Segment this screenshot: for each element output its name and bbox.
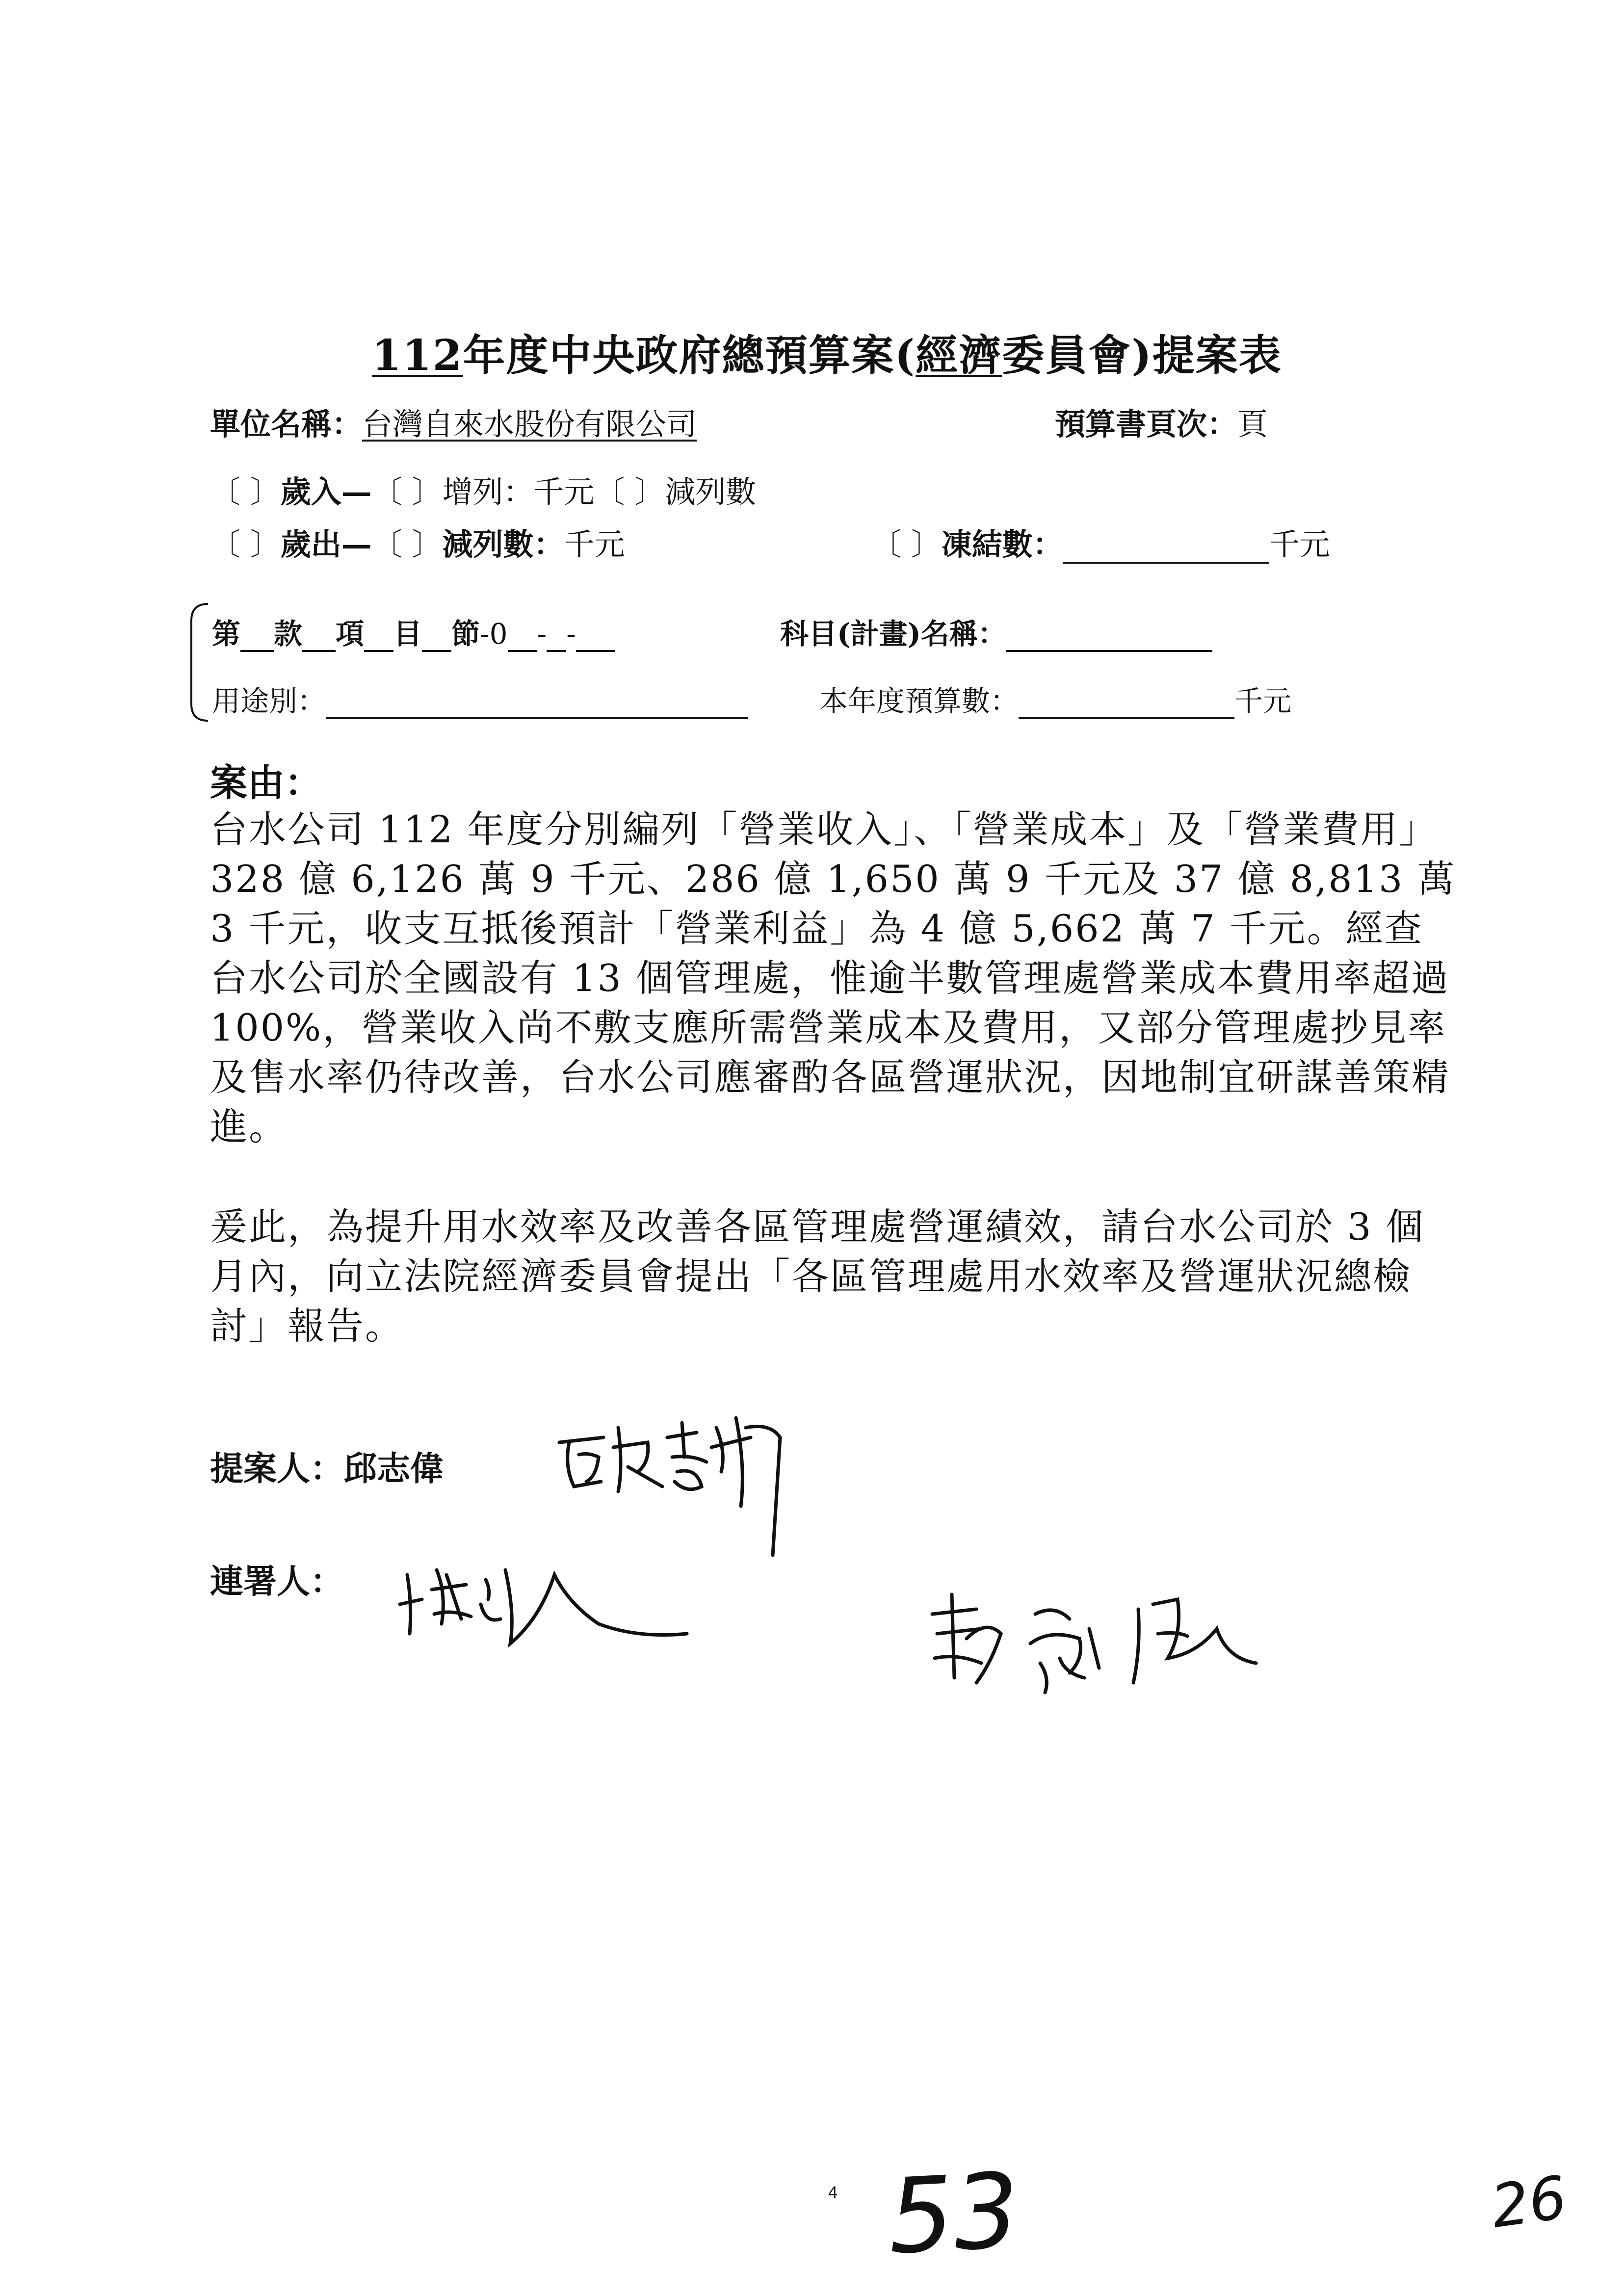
page-ref-unit: 頁 [1237, 406, 1268, 442]
subject-label: 科目(計畫)名稱： [780, 617, 1006, 651]
section-jie: 節 [451, 617, 480, 651]
section-row [212, 611, 615, 652]
proposer-name: 邱志偉 [343, 1449, 444, 1488]
frozen-group [871, 520, 1330, 564]
section-jie-field[interactable] [422, 621, 451, 652]
budget-group [819, 678, 1291, 719]
section-mu-field[interactable] [364, 621, 393, 652]
revenue-checkbox[interactable]: 〔 〕 [210, 474, 281, 510]
expense-decrease-checkbox[interactable]: 〔 〕 [371, 526, 443, 562]
cosigner-signature-2 [922, 1580, 1276, 1707]
expense-checkbox[interactable]: 〔 〕 [210, 526, 281, 562]
section-code-field-3[interactable] [576, 621, 615, 652]
section-di: 第 [212, 617, 241, 651]
section-code-prefix: -0 [480, 617, 508, 651]
unit-row [210, 400, 697, 444]
subject-group [780, 611, 1212, 652]
unit-value: 台灣自來水股份有限公司 [362, 406, 697, 442]
reason-heading: 案由： [210, 761, 322, 805]
proposer-label: 提案人： [210, 1449, 344, 1488]
frozen-checkbox[interactable]: 〔 〕 [871, 526, 942, 562]
usage-row [212, 678, 748, 719]
frozen-amount-field[interactable] [1063, 532, 1269, 564]
section-mu: 目 [393, 617, 422, 651]
section-code-field-2[interactable] [547, 621, 566, 652]
section-bracket [183, 601, 212, 724]
title-pre: 年度中央政府總預算案( [463, 331, 916, 380]
expense-decrease-unit: 千元 [564, 526, 625, 562]
expense-label: 歲出— [280, 526, 372, 562]
page-number-small: 4 [828, 2183, 838, 2202]
title-year: 112 [372, 331, 463, 380]
revenue-increase-label: 增列：千元 [442, 474, 595, 510]
frozen-label: 凍結數： [941, 526, 1063, 562]
page-ref-label: 預算書頁次： [1055, 406, 1238, 442]
section-code-field-1[interactable] [508, 621, 537, 652]
reason-paragraph-2: 爰此，為提升用水效率及改善各區管理處營運績效，請台水公司於 3 個月內，向立法院經濟委員會提出「各區管理處用水效率及營運狀況總檢討」報告。 [210, 1205, 1425, 1348]
revenue-decrease-checkbox[interactable]: 〔 〕 [594, 474, 665, 510]
expense-decrease-label: 減列數： [442, 526, 564, 562]
section-xiang-field[interactable] [302, 621, 336, 652]
section-dash-2: - [566, 617, 576, 651]
proposer-signature [550, 1408, 824, 1565]
budget-field[interactable] [1019, 688, 1234, 719]
section-kuan-field[interactable] [240, 621, 274, 652]
page-number-handwritten: 53 [885, 2150, 1022, 2277]
budget-label: 本年度預算數： [819, 684, 1019, 718]
budget-unit: 千元 [1234, 684, 1292, 718]
revenue-increase-checkbox[interactable]: 〔 〕 [371, 474, 443, 510]
revenue-decrease-label: 減列數 [665, 474, 757, 510]
section-xiang: 項 [336, 617, 365, 651]
usage-field[interactable] [326, 688, 748, 719]
usage-label: 用途別： [212, 684, 326, 718]
title-post: 委員會)提案表 [1002, 331, 1282, 380]
proposer-line [210, 1442, 444, 1490]
revenue-row [210, 468, 756, 511]
section-kuan: 款 [274, 617, 303, 651]
subject-field[interactable] [1006, 621, 1212, 652]
page-ref [1055, 400, 1268, 444]
expense-row [210, 520, 625, 564]
unit-label: 單位名稱： [210, 406, 363, 442]
title-committee: 經濟 [916, 331, 1002, 380]
form-title [372, 321, 1282, 382]
cosigner-label: 連署人： [210, 1562, 344, 1601]
revenue-label: 歲入— [280, 474, 372, 510]
reason-paragraph-1: 台水公司 112 年度分別編列「營業收入」、「營業成本」及「營業費用」328 億 6,126 萬 9 千元、286 億 1,650 萬 9 千元及 37 億 8,813 萬 3 千元，收支互抵後預計「營業利益」為 4 億 5,662 萬 7 千元。經查台水公司於全國設有 13 個管理處，惟逾半數管理處營業成本費用率超過 100%，營業收入尚不敷支應所需營業成本及費用，又部分管理處抄見率及售水率仍待改善，台水公司應審酌各區營運狀況，因地制宜研謀善策精進。 [210, 808, 1456, 1148]
corner-handwritten-number: 26 [1487, 2164, 1571, 2242]
frozen-unit: 千元 [1269, 526, 1330, 562]
cosigner-signature-1 [393, 1545, 697, 1658]
section-dash-1: - [537, 617, 547, 651]
